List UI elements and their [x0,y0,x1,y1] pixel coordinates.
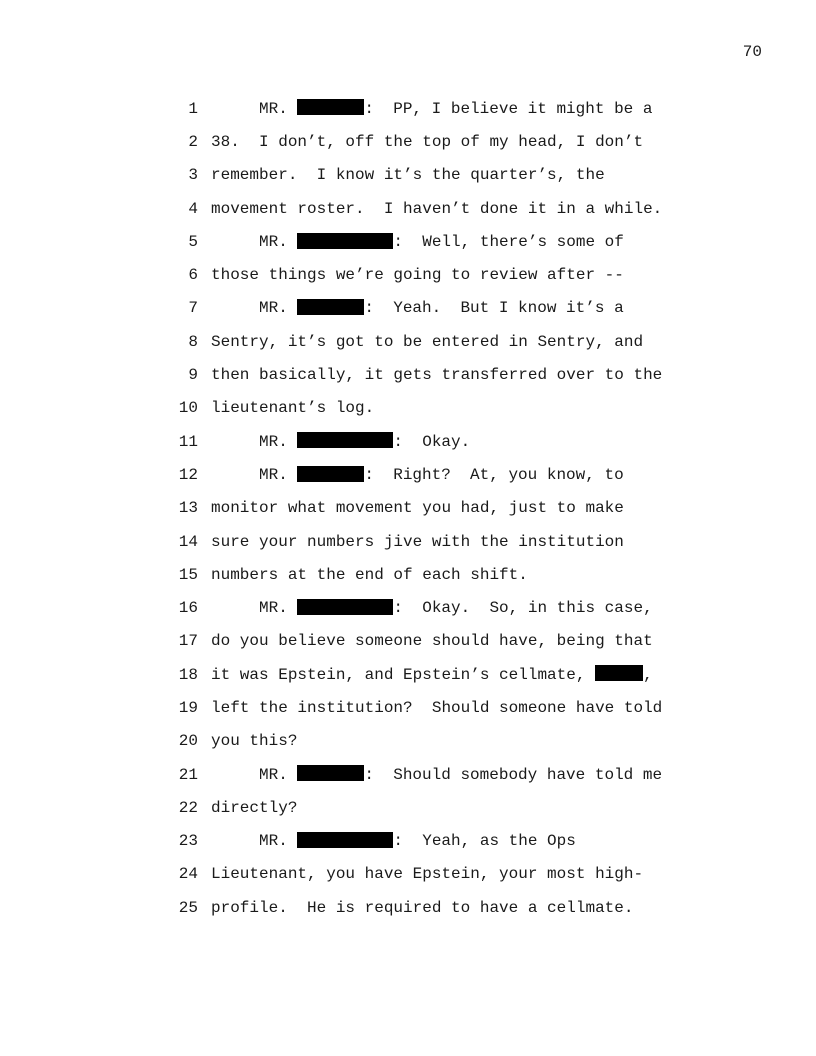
line-text-content: : Okay. [393,432,471,451]
line-number: 13 [178,499,198,518]
line-text: directly? [211,798,298,817]
line-number: 7 [188,299,198,318]
line-text [211,466,624,484]
line-text: lieutenant’s log. [211,399,375,418]
transcript-line [170,258,690,291]
transcript-line [170,125,690,158]
speaker-prefix: MR. [259,599,288,618]
line-number: 11 [178,432,198,451]
line-number: 3 [188,166,198,185]
transcript-line [170,891,690,924]
line-number: 24 [178,865,198,884]
line-text-content: : Right? At, you know, to [364,465,624,484]
line-number: 25 [178,898,198,917]
line-text [211,100,652,118]
line-text [211,666,653,684]
transcript-body [170,92,690,924]
line-text-content: : Well, there’s some of [393,232,624,251]
line-text: Lieutenant, you have Epstein, your most high- [211,865,644,884]
line-text-content: it was Epstein, and Epstein’s cellmate, [211,665,596,684]
line-number: 19 [178,698,198,717]
line-text: sure your numbers jive with the institution [211,532,624,551]
redaction-box [297,233,393,249]
line-text: do you believe someone should have, being that [211,632,653,651]
line-text-content: : Yeah, as the Ops [393,832,576,851]
transcript-line [170,159,690,192]
transcript-line [170,392,690,425]
page-number: 70 [742,43,762,61]
line-text [211,233,624,251]
speaker-prefix: MR. [259,432,288,451]
line-text-content: : Yeah. But I know it’s a [364,299,624,318]
transcript-line [170,325,690,358]
transcript-line [170,525,690,558]
line-number: 2 [188,132,198,151]
transcript-line [170,225,690,258]
line-text-content: : PP, I believe it might be a [364,99,653,118]
line-number: 5 [188,232,198,251]
line-number: 8 [188,332,198,351]
line-number: 18 [178,665,198,684]
redaction-box [297,466,364,482]
line-number: 16 [178,599,198,618]
transcript-line [170,192,690,225]
redaction-box [297,599,393,615]
transcript-line [170,825,690,858]
line-number: 15 [178,565,198,584]
line-text: monitor what movement you had, just to make [211,499,624,518]
transcript-line [170,591,690,624]
line-text-content: : Okay. So, in this case, [393,599,653,618]
redaction-box [297,832,393,848]
line-text: remember. I know it’s the quarter’s, the [211,166,605,185]
line-text: numbers at the end of each shift. [211,565,528,584]
line-number: 6 [188,266,198,285]
line-number: 20 [178,732,198,751]
speaker-prefix: MR. [259,99,288,118]
line-text: you this? [211,732,298,751]
transcript-line [170,358,690,391]
line-number: 22 [178,798,198,817]
transcript-line [170,725,690,758]
redaction-box [297,765,364,781]
speaker-prefix: MR. [259,299,288,318]
redaction-box [595,665,643,681]
transcript-line [170,558,690,591]
line-number: 14 [178,532,198,551]
line-text: Sentry, it’s got to be entered in Sentry, and [211,332,644,351]
transcript-line [170,425,690,458]
line-number: 23 [178,832,198,851]
redaction-box [297,432,393,448]
transcript-line [170,658,690,691]
transcript-line [170,292,690,325]
speaker-prefix: MR. [259,765,288,784]
redaction-box [297,299,364,315]
line-text [211,766,662,784]
line-number: 17 [178,632,198,651]
redaction-box [297,99,364,115]
transcript-line [170,858,690,891]
line-number: 12 [178,465,198,484]
transcript-line [170,492,690,525]
line-number: 21 [178,765,198,784]
transcript-line [170,458,690,491]
line-number: 10 [178,399,198,418]
line-text [211,599,653,617]
line-text [211,299,624,317]
line-number: 4 [188,199,198,218]
line-text: 38. I don’t, off the top of my head, I don’t [211,132,644,151]
line-text-content: : Should somebody have told me [364,765,663,784]
line-text-content: , [643,665,653,684]
line-text: profile. He is required to have a cellmate. [211,898,634,917]
line-text: then basically, it gets transferred over to the [211,366,663,385]
transcript-line [170,625,690,658]
line-number: 1 [188,99,198,118]
transcript-line [170,758,690,791]
speaker-prefix: MR. [259,232,288,251]
line-text [211,832,576,850]
transcript-line [170,92,690,125]
line-text: left the institution? Should someone have told [211,698,663,717]
line-text: those things we’re going to review after -- [211,266,624,285]
transcript-line [170,791,690,824]
line-text [211,433,470,451]
speaker-prefix: MR. [259,832,288,851]
line-number: 9 [188,366,198,385]
speaker-prefix: MR. [259,465,288,484]
transcript-line [170,691,690,724]
line-text: movement roster. I haven’t done it in a while. [211,199,663,218]
